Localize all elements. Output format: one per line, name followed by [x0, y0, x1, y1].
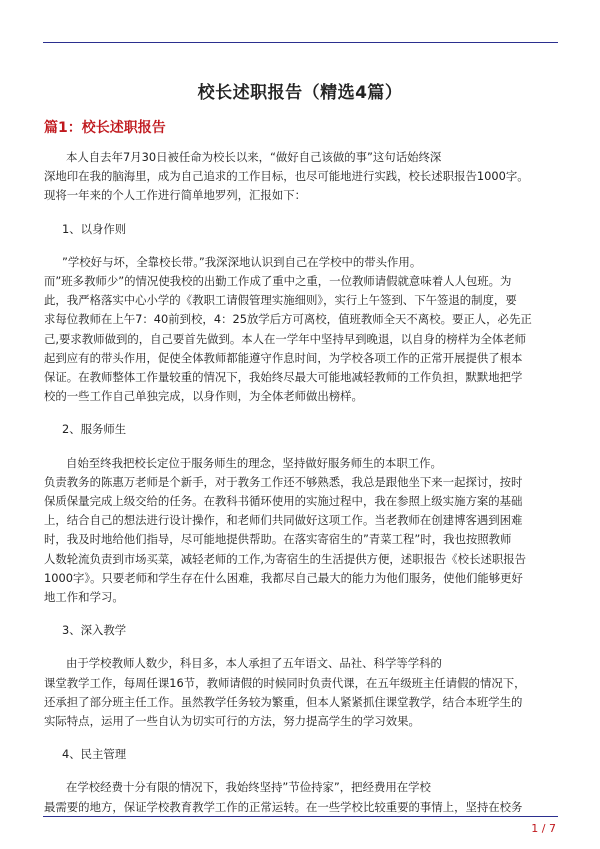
- paragraph-line: 1000字》。只要老师和学生存在什么困难，我都尽自己最大的能力为他们服务，使他们能够更好: [44, 570, 523, 585]
- section-title: 篇1：校长述职报告: [44, 120, 166, 136]
- paragraph-line: 保质保量完成上级交给的任务。在教科书循环使用的实施过程中，我在参照上级实施方案的基础: [44, 494, 523, 509]
- paragraph-line: 还承担了部分班主任工作。虽然教学任务较为繁重，但本人紧紧抓住课堂教学，结合本班学生的: [44, 694, 523, 709]
- document-body: [44, 148, 559, 817]
- subheading-4: 4、民主管理: [62, 747, 127, 762]
- paragraph-line: 由于学校教师人数少，科目多，本人承担了五年语文、品社、科学等学科的: [66, 656, 442, 671]
- paragraph-line: 本人自去年7月30日被任命为校长以来，“做好自己该做的事”这句话始终深: [66, 150, 442, 164]
- paragraph-line: 上，结合自己的想法进行设计操作，和老师们共同做好这项工作。当老教师在创建博客遇到困难: [44, 513, 523, 528]
- subheading-3: 3、深入教学: [62, 623, 127, 638]
- paragraph-line: 地工作和学习。: [44, 590, 124, 605]
- paragraph-line: 而”班多教师少”的情况使我校的出勤工作成了重中之重，一位教师请假就意味着人人包班。为: [44, 274, 512, 289]
- paragraph-line: ”学校好与坏，全靠校长带。”我深深地认识到自己在学校中的带头作用。: [62, 254, 422, 269]
- paragraph-line: 时，我及时地给他们指导，尽可能地提供帮助。在落实寄宿生的”青菜工程”时，我也按照教师: [44, 532, 512, 547]
- paragraph-line: 求每位教师在上午7：40前到校，4：25放学后方可离校，值班教师全天不离校。要正人，必先正: [44, 312, 532, 327]
- paragraph-line: 人数轮流负责到市场买菜，减轻老师的工作,为寄宿生的生活提供方便，述职报告《校长述职报告: [44, 551, 527, 566]
- paragraph-line: 深地印在我的脑海里，成为自己追求的工作目标，也尽可能地进行实践，校长述职报告1000字。: [44, 169, 529, 184]
- paragraph-line: 起到应有的带头作用，促使全体教师都能遵守作息时间，为学校各项工作的正常开展提供了根本: [44, 350, 523, 365]
- paragraph-line: 最需要的地方，保证学校教育教学工作的正常运转。在一些学校比较重要的事情上，坚持在校务: [44, 799, 523, 814]
- paragraph-line: 在学校经费十分有限的情况下，我始终坚持”节俭持家”，把经费用在学校: [66, 780, 431, 795]
- paragraph-line: 负责教务的陈惠万老师是个新手，对于教务工作还不够熟悉，我总是跟他坐下来一起探讨，按时: [44, 474, 523, 489]
- paragraph-line: 己,要求教师做到的，自己要首先做到。本人在一学年中坚持早到晚退，以自身的榜样为全体老师: [44, 331, 527, 346]
- paragraph-line: 实际特点，运用了一些自认为切实可行的方法，努力提高学生的学习效果。: [44, 714, 420, 729]
- paragraph-line: 保证。在教师整体工作量较重的情况下，我始终尽最大可能地减轻教师的工作负担，默默地把学: [44, 370, 523, 385]
- paragraph-line: 现将一年来的个人工作进行简单地罗列，汇报如下：: [44, 188, 306, 203]
- paragraph-line: 校的一些工作自己单独完成，以身作则，为全体老师做出榜样。: [44, 389, 363, 404]
- paragraph-line: 自始至终我把校长定位于服务师生的理念，坚持做好服务师生的本职工作。: [66, 455, 442, 470]
- paragraph-line: 课堂教学工作，每周任课16节，教师请假的时候同时负责代课，在五年级班主任请假的情况下，: [44, 675, 526, 690]
- header-rule: [43, 42, 558, 43]
- subheading-1: 1、以身作则: [62, 221, 127, 236]
- subheading-2: 2、服务师生: [62, 422, 127, 437]
- paragraph-line: 此，我严格落实中心小学的《教职工请假管理实施细则》，实行上午签到、下午签退的制度，要: [44, 293, 517, 308]
- page-indicator: 1 / 7: [531, 822, 556, 835]
- footer-rule: [43, 816, 558, 817]
- document-title: 校长述职报告（精选4篇）: [197, 83, 403, 103]
